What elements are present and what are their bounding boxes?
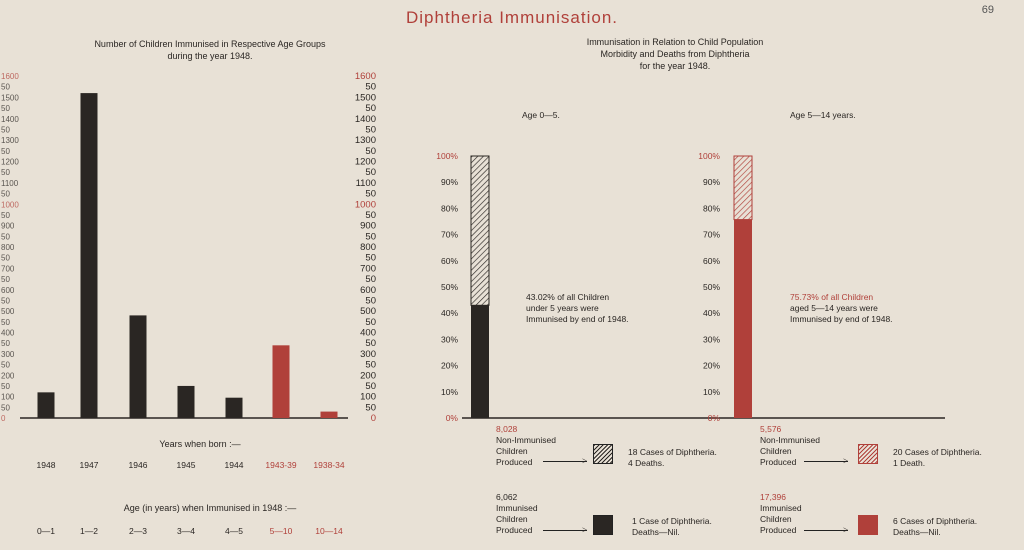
nonimm1-outcome	[628, 447, 717, 469]
imm1-outcome	[632, 516, 712, 538]
nonimm2-deaths: 1 Death.	[893, 458, 926, 468]
y-tick-label-right: 50	[365, 316, 376, 328]
y-tick-label-right: 1400	[354, 113, 376, 125]
y-tick-label-right: 50	[365, 402, 376, 414]
y-tick-label-left: 0	[1, 414, 6, 423]
y-tick-label-right: 600	[360, 284, 376, 296]
nonimm2-cases: 20 Cases of Diphtheria.	[893, 447, 982, 457]
y-tick-label-right: 0	[370, 413, 376, 424]
y-tick-label-right: 100	[360, 391, 376, 403]
arrow-head: >	[582, 525, 588, 535]
pct-tick-label: 10%	[702, 386, 720, 397]
note-5-14	[790, 292, 893, 325]
nonimm1-children: Children	[496, 446, 528, 456]
imm1-label: Immunised	[496, 503, 538, 513]
nonimm2-outcome	[893, 447, 982, 469]
x-age-label: 5—10	[269, 526, 293, 536]
note1-line1: 43.02% of all Children	[526, 292, 610, 302]
y-tick-label-right: 200	[360, 370, 376, 382]
arrow-line	[543, 461, 587, 462]
y-tick-label-left: 50	[1, 82, 10, 92]
y-tick-label-right: 50	[365, 167, 376, 179]
age-label-0-5: Age 0—5.	[522, 110, 560, 120]
y-tick-label-left: 50	[1, 146, 10, 156]
arrow-head: >	[843, 456, 849, 466]
bar-segment-non-immunised	[734, 156, 752, 220]
note2-line2: aged 5—14 years were	[790, 303, 878, 313]
imm2-deaths: Deaths—Nil.	[893, 527, 941, 537]
y-tick-label-right: 50	[365, 274, 376, 286]
x-tick-label: 1945	[176, 460, 196, 470]
imm2-count: 17,396	[760, 492, 786, 502]
note2-line3: Immunised by end of 1948.	[790, 314, 893, 324]
x-age-label: 1—2	[80, 526, 98, 536]
y-tick-label-left: 50	[1, 296, 10, 306]
y-tick-label-left: 50	[1, 210, 10, 220]
y-tick-label-right: 1200	[354, 156, 376, 168]
page-number: 69	[981, 4, 994, 16]
pct-tick-label: 50%	[702, 282, 720, 292]
x-tick-label: 1938-34	[313, 460, 345, 470]
y-tick-label-left: 50	[1, 339, 10, 349]
y-tick-label-right: 1300	[354, 135, 376, 147]
y-tick-label-right: 50	[365, 81, 376, 93]
y-tick-label-left: 1300	[1, 136, 19, 146]
note1-line3: Immunised by end of 1948.	[526, 314, 629, 324]
y-tick-label-left: 50	[1, 317, 10, 327]
x-age-label: 2—3	[129, 526, 147, 536]
legend-solid-dark	[593, 515, 613, 535]
note2-line1: 75.73% of all Children	[790, 292, 874, 302]
y-tick-label-right: 800	[360, 242, 376, 253]
imm2-outcome	[893, 516, 977, 538]
imm1-count: 6,062	[496, 492, 518, 502]
nonimm1-deaths: 4 Deaths.	[628, 458, 665, 468]
y-tick-label-right: 50	[365, 188, 376, 200]
right-title-line2: Morbidity and Deaths from Diphtheria	[600, 49, 750, 59]
y-tick-label-left: 500	[1, 307, 15, 317]
y-tick-label-left: 50	[1, 253, 10, 263]
nonimm2-children: Children	[760, 446, 792, 456]
pct-tick-label: 40%	[702, 308, 720, 319]
y-tick-label-right: 50	[365, 124, 376, 136]
left-title-line2: during the year 1948.	[167, 51, 253, 61]
nonimm2-count: 5,576	[760, 424, 782, 434]
nonimm1-produced: Produced	[496, 457, 533, 467]
imm1-produced: Produced	[496, 525, 533, 535]
pct-tick-label: 80%	[440, 203, 458, 214]
right-title-line3: for the year 1948.	[639, 61, 711, 71]
y-tick-label-right: 50	[365, 380, 376, 392]
y-tick-label-right: 1100	[355, 177, 376, 189]
pct-tick-label: 20%	[440, 360, 458, 371]
arrow-line	[543, 530, 587, 531]
nonimm2-produced: Produced	[760, 457, 797, 467]
pct-tick-label: 60%	[440, 255, 458, 266]
pct-tick-label: 0%	[707, 413, 720, 423]
arrow-head: >	[843, 525, 849, 535]
pct-tick-label: 60%	[702, 255, 720, 266]
y-tick-label-left: 300	[1, 349, 15, 359]
pct-tick-label: 100%	[436, 151, 458, 161]
x-tick-label: 1946	[128, 460, 148, 470]
nonimm1-label: Non-Immunised	[496, 435, 556, 445]
y-tick-label-right: 50	[365, 103, 376, 115]
y-tick-label-left: 1000	[1, 200, 19, 210]
arrow-line	[804, 461, 848, 462]
x-age-label: 3—4	[177, 526, 195, 536]
pct-tick-label: 30%	[440, 334, 458, 345]
pct-tick-label: 90%	[702, 177, 720, 188]
y-tick-label-right: 900	[360, 220, 376, 232]
pct-tick-label: 30%	[702, 334, 720, 345]
y-tick-label-left: 900	[1, 221, 15, 231]
legend-imm-5-14	[760, 492, 802, 536]
y-tick-label-right: 1600	[354, 71, 376, 82]
x-tick-label: 1947	[79, 460, 99, 470]
nonimm1-cases: 18 Cases of Diphtheria.	[628, 447, 717, 457]
right-title-line1: Immunisation in Relation to Child Population	[586, 37, 764, 47]
y-tick-label-right: 50	[365, 295, 376, 307]
bar-segment-immunised	[471, 305, 489, 418]
pct-tick-label: 0%	[445, 413, 458, 423]
age-label-5-14: Age 5—14 years.	[790, 110, 856, 120]
y-tick-label-left: 800	[1, 243, 15, 252]
y-tick-label-right: 50	[365, 231, 376, 243]
nonimm1-count: 8,028	[496, 424, 518, 434]
pct-tick-label: 90%	[440, 177, 458, 188]
y-tick-label-right: 50	[365, 359, 376, 371]
y-tick-label-left: 50	[1, 232, 10, 242]
y-tick-label-right: 50	[365, 338, 376, 350]
imm2-label: Immunised	[760, 503, 802, 513]
imm1-deaths: Deaths—Nil.	[632, 527, 680, 537]
y-tick-label-left: 600	[1, 285, 15, 295]
nonimm2-label: Non-Immunised	[760, 435, 820, 445]
imm2-produced: Produced	[760, 525, 797, 535]
y-tick-label-right: 1500	[354, 92, 376, 104]
y-tick-label-right: 1000	[354, 199, 376, 211]
x-tick-label: 1944	[224, 460, 244, 470]
legend-imm-0-5	[496, 492, 538, 536]
imm2-children: Children	[760, 514, 792, 524]
pct-tick-label: 10%	[440, 386, 458, 397]
imm1-children: Children	[496, 514, 528, 524]
y-tick-label-left: 700	[1, 264, 15, 274]
y-tick-label-left: 50	[1, 189, 10, 199]
y-tick-label-left: 50	[1, 125, 10, 135]
y-tick-label-left: 50	[1, 403, 10, 413]
x-age-label: 10—14	[315, 526, 343, 536]
x-tick-label: 1948	[36, 460, 56, 470]
note-0-5	[526, 292, 629, 325]
left-xlabel2: Age (in years) when Immunised in 1948 :—	[123, 503, 297, 513]
pct-tick-label: 80%	[702, 203, 720, 214]
y-tick-label-left: 200	[1, 371, 15, 381]
y-tick-label-left: 1100	[1, 178, 19, 188]
bar-segment-immunised	[734, 220, 752, 418]
x-tick-label: 1943-39	[265, 460, 297, 470]
note1-line2: under 5 years were	[526, 303, 599, 313]
y-tick-label-right: 300	[360, 348, 376, 360]
y-tick-label-right: 500	[360, 306, 376, 318]
y-tick-label-left: 400	[1, 328, 15, 338]
y-tick-label-right: 400	[360, 327, 376, 339]
y-tick-label-left: 100	[1, 392, 15, 402]
imm1-cases: 1 Case of Diphtheria.	[632, 516, 712, 526]
pct-tick-label: 100%	[698, 151, 720, 161]
y-tick-label-right: 700	[360, 263, 376, 275]
y-tick-label-left: 50	[1, 381, 10, 391]
x-age-label: 0—1	[37, 526, 55, 536]
page-title: Diphtheria Immunisation.	[405, 8, 619, 27]
y-tick-label-left: 1600	[1, 72, 19, 81]
y-tick-label-left: 50	[1, 168, 10, 178]
bar-segment-non-immunised	[471, 156, 489, 305]
left-xlabel: Years when born :—	[159, 439, 241, 449]
left-title-line1: Number of Children Immunised in Respective Age Groups	[94, 39, 326, 49]
y-tick-label-left: 1500	[1, 93, 19, 103]
legend-solid-red	[858, 515, 878, 535]
arrow-head: >	[582, 456, 588, 466]
pct-tick-label: 20%	[702, 360, 720, 371]
y-tick-label-left: 50	[1, 104, 10, 114]
y-tick-label-left: 1400	[1, 114, 19, 124]
pct-tick-label: 50%	[440, 282, 458, 292]
pct-tick-label: 70%	[702, 229, 720, 240]
y-tick-label-left: 50	[1, 360, 10, 370]
y-tick-label-right: 50	[365, 252, 376, 264]
imm2-cases: 6 Cases of Diphtheria.	[893, 516, 978, 526]
y-tick-label-right: 50	[365, 209, 376, 221]
legend-hatch-dark	[593, 444, 613, 464]
x-age-label: 4—5	[225, 526, 243, 536]
y-tick-label-left: 1200	[1, 157, 19, 167]
arrow-line	[804, 530, 848, 531]
pct-tick-label: 40%	[440, 308, 458, 319]
y-tick-label-right: 50	[365, 145, 376, 157]
y-tick-label-left: 50	[1, 275, 10, 285]
pct-tick-label: 70%	[440, 229, 458, 240]
legend-hatch-red	[858, 444, 878, 464]
